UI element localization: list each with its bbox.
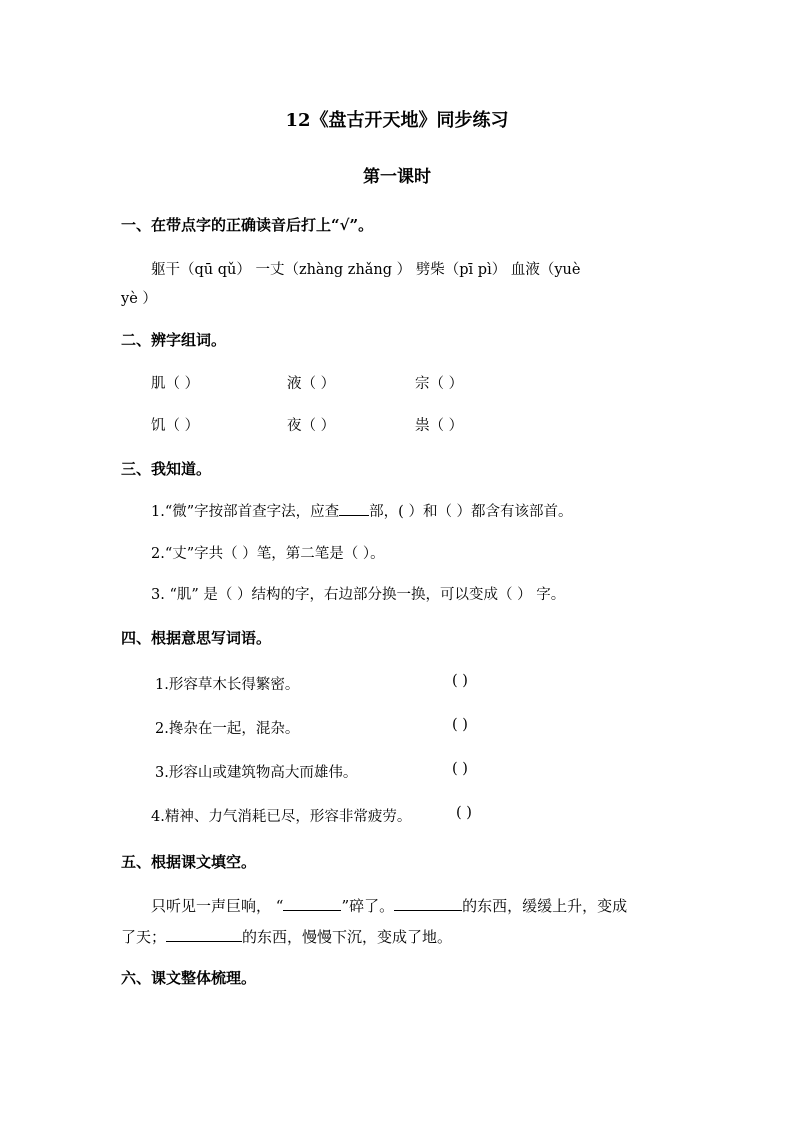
word-item: 夜（ ） bbox=[287, 418, 336, 434]
fill-blank-2[interactable] bbox=[394, 895, 462, 911]
section2-heading: 二、辨字组词。 bbox=[121, 331, 227, 349]
fill-blank-1[interactable] bbox=[283, 895, 341, 911]
definition-item: 1.形容草木长得繁密。 bbox=[155, 677, 300, 693]
section4-heading: 四、根据意思写词语。 bbox=[121, 629, 272, 647]
p2-text-b: 的东西，慢慢下沉，变成了地。 bbox=[242, 928, 453, 946]
word-item: 肌（ ） bbox=[151, 376, 200, 392]
p1-text-a: 只听见一声巨响， “ bbox=[151, 897, 284, 915]
section5-paragraph-line2 bbox=[121, 926, 452, 947]
section3-heading: 三、我知道。 bbox=[121, 460, 212, 478]
answer-blank[interactable]: ( ) bbox=[452, 761, 468, 777]
word-item: 饥（ ） bbox=[151, 418, 200, 434]
q1-blank[interactable] bbox=[339, 500, 369, 516]
section1-line1: 躯干（qū qǔ） 一丈（zhàng zhǎng ） 劈柴（pī pì） 血液（yuè bbox=[151, 262, 581, 278]
answer-blank[interactable]: ( ) bbox=[452, 717, 468, 733]
answer-blank[interactable]: ( ) bbox=[452, 673, 468, 689]
section5-paragraph-line1 bbox=[151, 895, 627, 916]
section3-q2: 2.“丈”字共（ ）笔，第二笔是（ ）。 bbox=[151, 546, 385, 562]
page-title: 12《盘古开天地》同步练习 bbox=[285, 110, 509, 131]
p1-text-b: ”碎了。 bbox=[341, 897, 395, 915]
word-item: 宗（ ） bbox=[415, 376, 464, 392]
word-item: 祟（ ） bbox=[415, 418, 464, 434]
section6-heading: 六、课文整体梳理。 bbox=[121, 969, 257, 987]
p1-text-c: 的东西，缓缓上升，变成 bbox=[462, 897, 628, 915]
definition-item: 3.形容山或建筑物高大而雄伟。 bbox=[155, 765, 358, 781]
q1-text-b: 部，( ）和（ ）都含有该部首。 bbox=[369, 504, 573, 520]
definition-item: 2.搀杂在一起，混杂。 bbox=[155, 721, 300, 737]
answer-blank[interactable]: ( ) bbox=[456, 805, 472, 821]
page-subtitle: 第一课时 bbox=[363, 167, 431, 187]
word-item: 液（ ） bbox=[287, 376, 336, 392]
section5-heading: 五、根据课文填空。 bbox=[121, 853, 257, 871]
section3-q1 bbox=[151, 500, 573, 521]
section1-line2: yè ） bbox=[121, 291, 157, 307]
fill-blank-3[interactable] bbox=[166, 926, 242, 942]
q1-text-a: 1.“微”字按部首查字法，应查 bbox=[151, 504, 340, 520]
section1-heading: 一、在带点字的正确读音后打上“√”。 bbox=[121, 216, 374, 234]
section3-q3: 3. “肌” 是（ ）结构的字，右边部分换一换，可以变成（ ） 字。 bbox=[151, 587, 566, 603]
definition-item: 4.精神、力气消耗已尽，形容非常疲劳。 bbox=[151, 809, 412, 825]
p2-text-a: 了天； bbox=[121, 928, 167, 946]
